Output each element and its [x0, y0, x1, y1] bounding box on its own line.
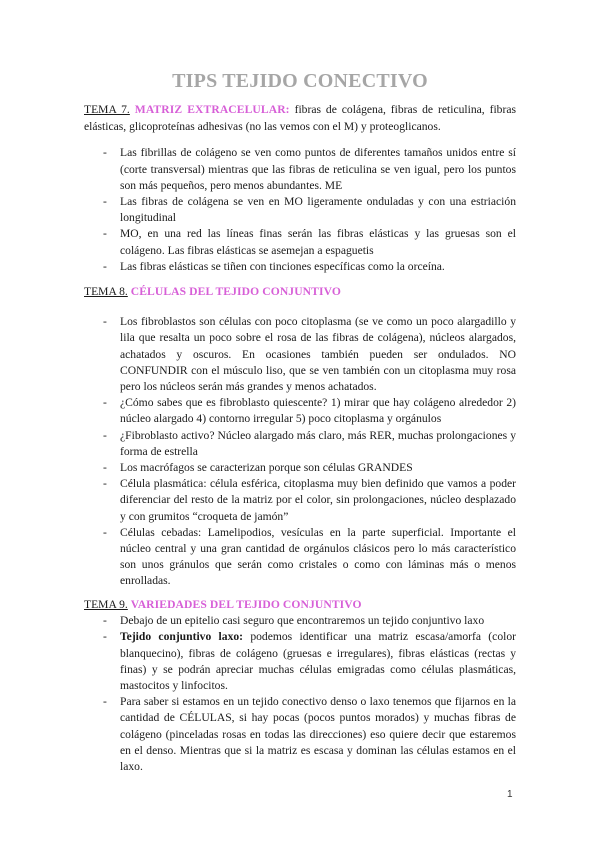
section-tema-7	[84, 101, 516, 275]
page-number: 1	[507, 789, 513, 800]
list-item: - MO, en una red las líneas finas serán las fibras elásticas y las gruesas son el colágeno. Las fibras elásticas se asemejan a espaguetis	[103, 227, 516, 257]
section-tema-8	[84, 283, 516, 590]
section-title: VARIEDADES DEL TEJIDO CONJUNTIVO	[130, 598, 362, 611]
list-item: - Células cebadas: Lamelipodios, vesículas en la parte superficial. Importante el núcleo central y una gran cantidad de orgánulos clásicos pero lo más característico son unos gránulos que serán como cristales o como con láminas más o menos enrolladas.	[103, 525, 516, 588]
tema-label: TEMA 8.	[84, 285, 128, 298]
section-tema-9	[84, 596, 516, 775]
section-heading	[84, 101, 516, 135]
bullet-list	[84, 145, 516, 275]
list-item: - Para saber si estamos en un tejido conectivo denso o laxo tenemos que fijarnos en la cantidad de CÉLULAS, si hay pocas (pocos puntos morados) y muchas fibras de colágeno (pinceladas rosas en todas las direcciones) eso quiere decir que estaremos en el denso. Mientras que si la matriz es escasa y dominan las células estamos en el laxo.	[103, 695, 516, 774]
list-item: - ¿Cómo sabes que es fibroblasto quiescente? 1) mirar que hay colágeno alrededor 2) núcleo alargado 4) contorno irregular 5) poco citoplasma y orgánulos	[103, 396, 516, 426]
section-title: CÉLULAS DEL TEJIDO CONJUNTIVO	[130, 285, 341, 298]
page-title: TIPS TEJIDO CONECTIVO	[172, 70, 428, 92]
list-item: - Célula plasmática: célula esférica, citoplasma muy bien definido que vamos a poder diferenciar del resto de la matriz por el color, sin prolongaciones, núcleo desplazado y con grumitos “croqueta de jamón”	[103, 477, 516, 523]
list-item: - Debajo de un epitelio casi seguro que encontraremos un tejido conjuntivo laxo	[103, 614, 485, 628]
section-heading	[84, 596, 516, 613]
list-item: - Tejido conjuntivo laxo: podemos identificar una matriz escasa/amorfa (color blanquecino), fibras de colágeno (gruesas e irregulares), fibras elásticas (rectas y finas) y se podrán apreciar muchas células emigradas como células plasmáticas, mastocitos y linfocitos.	[103, 630, 516, 693]
list-item: - Los macrófagos se caracterizan porque son células GRANDES	[103, 461, 413, 475]
tema-label: TEMA 7.	[84, 103, 130, 116]
list-item: - Las fibras elásticas se tiñen con tinciones específicas como la orceína.	[103, 259, 445, 273]
list-item: - Las fibras de colágena se ven en MO ligeramente onduladas y con una estriación longitudinal	[103, 195, 516, 225]
list-item: - Los fibroblastos son células con poco citoplasma (se ve como un poco alargadillo y lila que resalta un poco sobre el rosa de las fibras de colágena), núcleos alargados, achatados y oscuros. En ocasiones también pueden ser ondulados. NO CONFUNDIR con el músculo liso, que se ven también con un citoplasma muy rosa pero los núcleos serán más grandes y menos achatados.	[103, 315, 516, 394]
tema-label: TEMA 9.	[84, 598, 128, 611]
section-heading	[84, 283, 516, 300]
list-item: - Las fibrillas de colágeno se ven como puntos de diferentes tamaños unidos entre sí (corte transversal) mientras que las fibras de reticulina se ven igual, pero los puntos son más pequeños, pero menos abundantes. ME	[103, 146, 516, 192]
section-intro: fibras de colágena, fibras de reticulina, fibras elásticas, glicoproteínas adhesivas (no las vemos con el M) y proteoglicanos.	[84, 103, 516, 134]
bullet-list	[84, 613, 516, 775]
list-item: - ¿Fibroblasto activo? Núcleo alargado más claro, más RER, muchas prolongaciones y forma de estrella	[103, 428, 516, 458]
bullet-list	[84, 314, 516, 589]
section-title: MATRIZ EXTRACELULAR:	[134, 103, 290, 116]
